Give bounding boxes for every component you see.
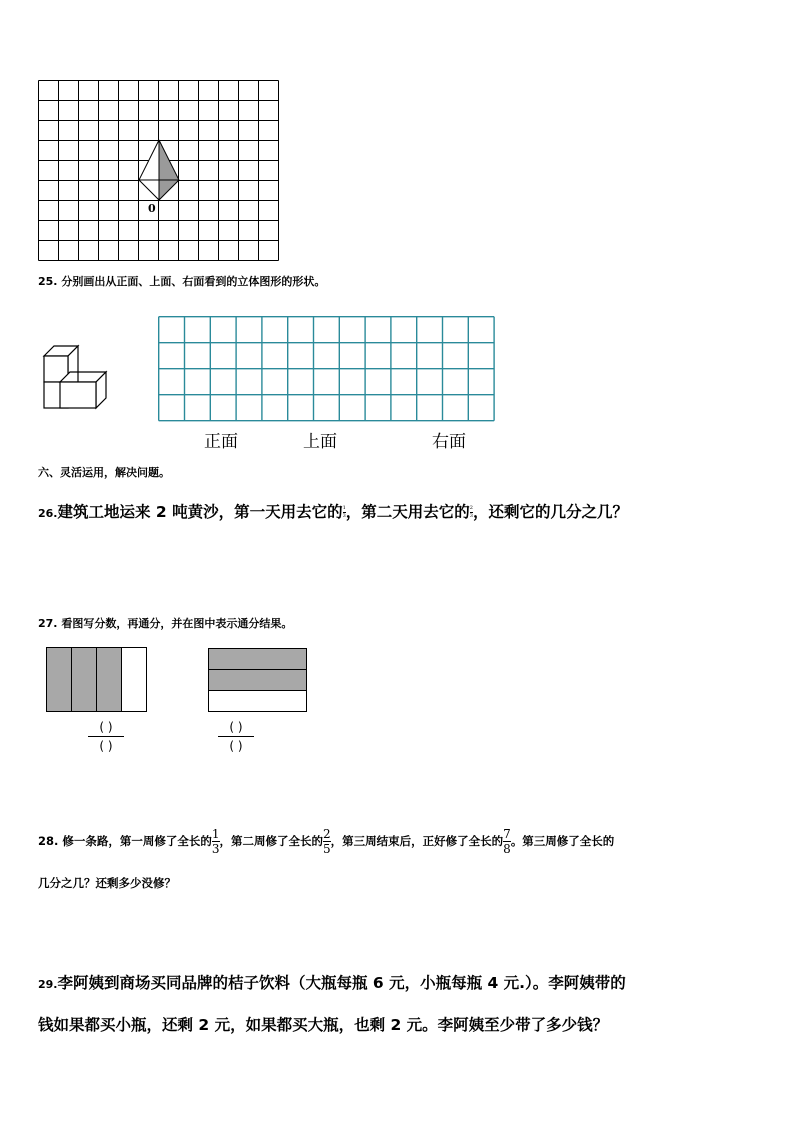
q26-text-c: ，还剩它的几分之几？ bbox=[472, 503, 628, 521]
q28-prompt bbox=[38, 828, 614, 855]
q27-answer-left[interactable]: ( ) ( ) bbox=[86, 720, 126, 753]
q27-prompt bbox=[38, 615, 292, 631]
q29-line2: 钱如果都买小瓶，还剩 2 元，如果都买大瓶，也剩 2 元。李阿姨至少带了多少钱？ bbox=[38, 1016, 609, 1034]
q26-text-b: ，第二天用去它的 bbox=[345, 503, 470, 521]
q25-answer-grid[interactable] bbox=[158, 316, 496, 422]
q26-prompt bbox=[38, 500, 628, 522]
section-heading: 六、灵活运用，解决问题。 bbox=[38, 466, 170, 479]
kite-left-half bbox=[139, 140, 159, 200]
q28-text-c: ，第三周结束后，正好修了全长的 bbox=[330, 834, 504, 848]
q25-number: 25. bbox=[38, 275, 58, 288]
q29-line1-text: 李阿姨到商场买同品牌的桔子饮料（大瓶每瓶 6 元，小瓶每瓶 4 元.）。李阿姨带的 bbox=[57, 974, 626, 992]
q28-text-d: 。第三周修了全长的 bbox=[510, 834, 615, 848]
q25-prompt bbox=[38, 273, 325, 289]
label-right: 右面 bbox=[432, 432, 466, 452]
label-top: 上面 bbox=[303, 432, 337, 452]
kite-right-half-shaded bbox=[159, 140, 179, 200]
q28-fraction-2: $\frac{2}{5}$ bbox=[323, 827, 331, 856]
q27-figure-right bbox=[208, 648, 308, 714]
q26-fraction-2: $\frac{2}{3}$ bbox=[469, 505, 473, 519]
q27-number: 27. bbox=[38, 617, 58, 630]
origin-label: 0 bbox=[148, 202, 156, 215]
q26-fraction-1: $\frac{1}{3}$ bbox=[342, 505, 346, 519]
q27-text: 看图写分数，再通分，并在图中表示通分结果。 bbox=[61, 617, 293, 630]
label-front: 正面 bbox=[204, 432, 238, 452]
q27-figure-left bbox=[46, 647, 148, 713]
q28-text-b: ，第二周修了全长的 bbox=[219, 834, 324, 848]
q28-text-a: 修一条路，第一周修了全长的 bbox=[62, 834, 212, 848]
q25-text: 分别画出从正面、上面、右面看到的立体图形的形状。 bbox=[61, 275, 326, 288]
q28-line2: 几分之几？还剩多少没修？ bbox=[38, 876, 176, 890]
q24-grid-figure bbox=[38, 80, 282, 262]
q26-number: 26. bbox=[38, 507, 58, 520]
q29-line1 bbox=[38, 971, 626, 993]
q29-number: 29. bbox=[38, 978, 58, 991]
q27-answer-right[interactable]: ( ) ( ) bbox=[216, 720, 256, 753]
q28-number: 28. bbox=[38, 834, 59, 848]
cube-stack-figure bbox=[40, 344, 110, 412]
q28-fraction-3: $\frac{7}{8}$ bbox=[503, 827, 511, 856]
q28-fraction-1: $\frac{1}{3}$ bbox=[211, 827, 220, 856]
q26-text-a: 建筑工地运来 2 吨黄沙，第一天用去它的 bbox=[57, 503, 343, 521]
